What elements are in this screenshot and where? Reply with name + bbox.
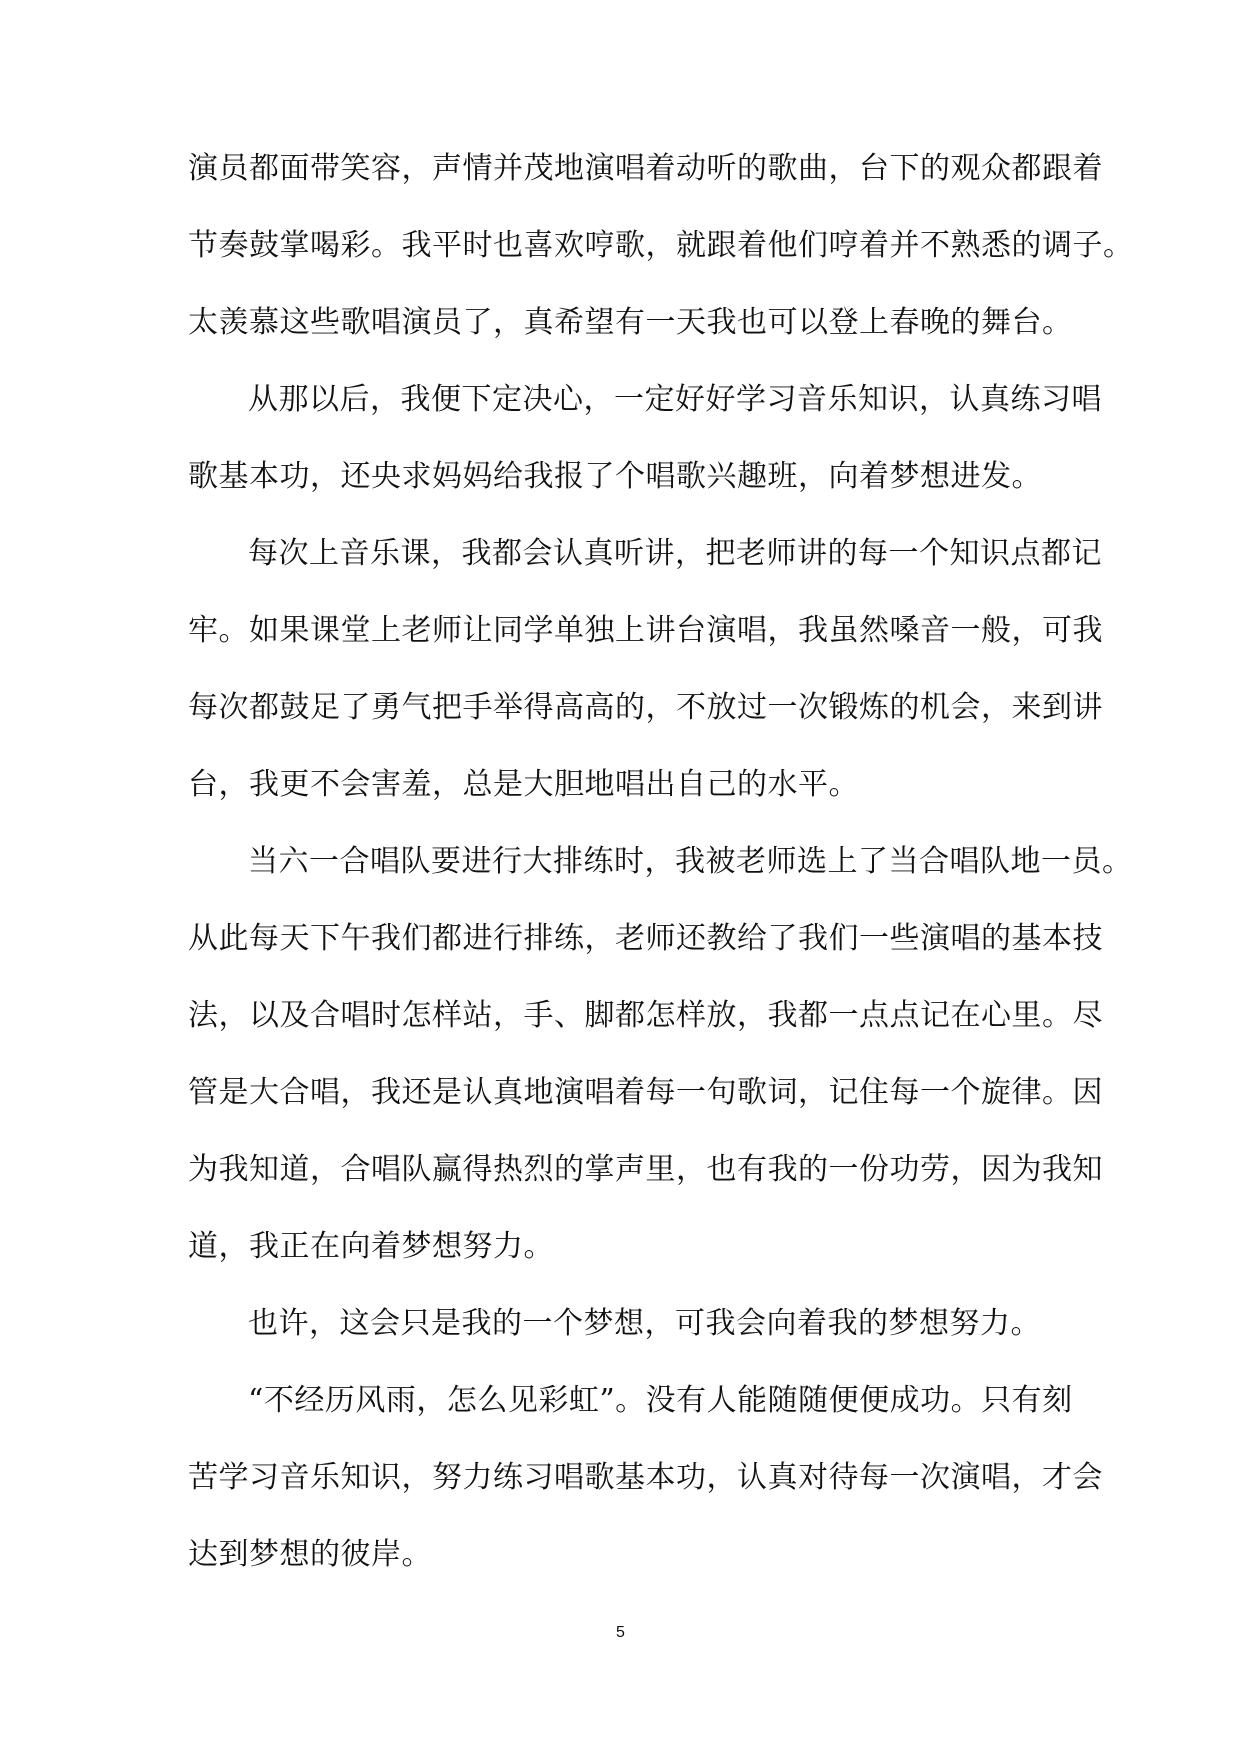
- page-number: 5: [616, 1624, 625, 1641]
- text-line: 节奏鼓掌喝彩。我平时也喜欢哼歌，就跟着他们哼着并不熟悉的调子。: [188, 228, 1134, 263]
- text-line: 管是大合唱，我还是认真地演唱着每一句歌词，记住每一个旋律。因: [188, 1075, 1103, 1110]
- text-line: 从此每天下午我们都进行排练，老师还教给了我们一些演唱的基本技: [188, 921, 1103, 956]
- text-line: 演员都面带笑容，声情并茂地演唱着动听的歌曲，台下的观众都跟着: [188, 151, 1103, 186]
- text-line: 每次都鼓足了勇气把手举得高高的，不放过一次锻炼的机会，来到讲: [188, 690, 1103, 725]
- text-line: 台，我更不会害羞，总是大胆地唱出自己的水平。: [188, 767, 859, 802]
- text-line: 当六一合唱队要进行大排练时，我被老师选上了当合唱队地一员。: [248, 844, 1133, 879]
- text-line: 牢。如果课堂上老师让同学单独上讲台演唱，我虽然嗓音一般，可我: [188, 613, 1103, 648]
- body-text: [188, 130, 1134, 1593]
- text-line: “不经历风雨，怎么见彩虹”。没有人能随随便便成功。只有刻: [248, 1383, 1073, 1418]
- text-line: 苦学习音乐知识，努力练习唱歌基本功，认真对待每一次演唱，才会: [188, 1460, 1103, 1495]
- text-line: 每次上音乐课，我都会认真听讲，把老师讲的每一个知识点都记: [248, 536, 1102, 571]
- text-line: 太羡慕这些歌唱演员了，真希望有一天我也可以登上春晚的舞台。: [188, 305, 1073, 340]
- text-line: 也许，这会只是我的一个梦想，可我会向着我的梦想努力。: [248, 1306, 1041, 1341]
- text-line: 从那以后，我便下定决心，一定好好学习音乐知识，认真练习唱: [248, 382, 1102, 417]
- text-line: 法，以及合唱时怎样站，手、脚都怎样放，我都一点点记在心里。尽: [188, 998, 1103, 1033]
- text-line: 为我知道，合唱队赢得热烈的掌声里，也有我的一份功劳，因为我知: [188, 1152, 1103, 1187]
- text-line: 道，我正在向着梦想努力。: [188, 1229, 554, 1264]
- text-line: 达到梦想的彼岸。: [188, 1537, 432, 1572]
- text-line: 歌基本功，还央求妈妈给我报了个唱歌兴趣班，向着梦想进发。: [188, 459, 1042, 494]
